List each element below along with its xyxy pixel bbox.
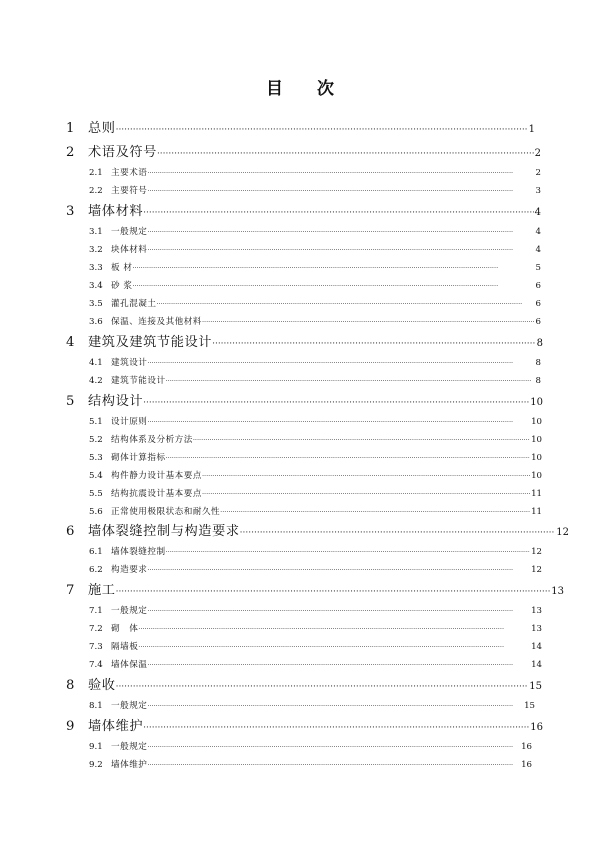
toc-section-7-2[interactable] [89,623,542,635]
page-number: 10 [531,471,542,481]
page-number: 4 [535,245,541,255]
section-title: 隔墙板 [111,642,139,652]
section-title: 砌体计算指标 [111,453,166,463]
chapter-title: 墙体裂缝控制与构造要求 [88,524,240,539]
section-number: 4.2 [89,376,103,386]
toc-section-5-5[interactable] [89,488,542,500]
toc-section-7-4[interactable] [89,659,542,671]
toc-section-5-1[interactable] [89,416,542,428]
chapter-number: 7 [66,583,75,598]
leader-dots [166,452,530,464]
section-title: 构件静力设计基本要点 [111,471,202,481]
leader-dots [193,434,530,446]
section-number: 3.5 [89,299,103,309]
section-number: 5.2 [89,435,103,445]
chapter-title: 建筑及建筑节能设计 [88,335,213,350]
toc-section-2-1[interactable] [89,167,541,179]
title-char-2: 次 [317,79,334,99]
leader-dots [212,335,536,352]
page-number: 4 [535,227,541,237]
toc-section-3-6[interactable] [89,316,541,328]
toc-chapter-3[interactable] [66,203,541,221]
page-number: 13 [531,624,542,634]
leader-dots [132,262,534,274]
section-number: 9.2 [89,760,103,770]
page-number: 16 [521,742,532,752]
section-number: 4.1 [89,358,103,368]
section-title: 正常使用极限状态和耐久性 [111,507,221,517]
section-title: 结构抗震设计基本要点 [111,489,202,499]
section-title: 设计原则 [111,417,148,427]
page-number: 2 [534,148,541,159]
leader-dots [157,145,534,162]
page-number: 2 [535,168,541,178]
leader-dots [202,316,535,328]
toc-section-6-2[interactable] [89,564,542,576]
page-number: 12 [531,565,542,575]
chapter-title: 验收 [88,678,116,693]
toc-section-2-2[interactable] [89,185,541,197]
section-number: 7.2 [89,624,103,634]
page-number: 14 [531,660,542,670]
section-number: 9.1 [89,742,103,752]
leader-dots [116,121,528,138]
section-title: 砌 体 [111,624,139,634]
leader-dots [147,605,530,617]
section-title: 墙体裂缝控制 [111,547,166,557]
section-title: 主要符号 [111,186,148,196]
leader-dots [166,375,535,387]
leader-dots [132,280,534,292]
chapter-title: 施工 [88,583,116,598]
toc-section-6-1[interactable] [89,546,542,558]
section-title: 主要术语 [111,168,148,178]
leader-dots [138,641,530,653]
page-number: 12 [556,527,569,538]
section-title: 墙体维护 [111,760,148,770]
page-number: 11 [531,507,542,517]
section-title: 块体材料 [111,245,148,255]
section-title: 一般规定 [111,227,148,237]
page-number: 4 [534,207,541,218]
page-number: 16 [521,760,532,770]
leader-dots [116,678,529,695]
leader-dots [143,204,533,221]
leader-dots [202,488,530,500]
section-number: 3.6 [89,317,103,327]
section-title: 构造要求 [111,565,148,575]
leader-dots [143,719,529,736]
chapter-number: 4 [66,335,75,350]
leader-dots [156,298,534,310]
chapter-number: 1 [66,121,75,136]
page-number: 6 [535,317,541,327]
chapter-number: 8 [66,678,75,693]
section-number: 5.5 [89,489,103,499]
toc-chapter-6[interactable] [66,523,569,541]
section-title: 建筑节能设计 [111,376,166,386]
page-number: 16 [530,722,543,733]
toc-section-3-3[interactable] [89,262,541,274]
page-number: 8 [535,358,541,368]
section-title: 砂 浆 [111,281,133,291]
toc-section-3-5[interactable] [89,298,541,310]
section-number: 6.1 [89,547,103,557]
leader-dots [143,394,529,411]
section-number: 5.1 [89,417,103,427]
chapter-number: 3 [66,204,75,219]
section-number: 7.4 [89,660,103,670]
page-number: 13 [551,586,564,597]
leader-dots [147,759,520,771]
section-number: 3.3 [89,263,103,273]
leader-dots [147,244,534,256]
toc-chapter-4[interactable] [66,334,543,352]
toc-section-4-1[interactable] [89,357,541,369]
page-number: 15 [529,681,542,692]
section-number: 2.2 [89,186,103,196]
section-title: 一般规定 [111,742,148,752]
toc-chapter-5[interactable] [66,393,543,411]
leader-dots [147,741,520,753]
page-title [0,74,600,99]
page-number: 8 [536,338,543,349]
section-number: 3.1 [89,227,103,237]
toc-section-7-1[interactable] [89,605,542,617]
page-number: 14 [531,642,542,652]
page-number: 6 [535,281,541,291]
toc-section-5-4[interactable] [89,470,542,482]
leader-dots [166,546,530,558]
toc-section-9-2[interactable] [89,759,532,771]
leader-dots [220,506,530,518]
section-title: 一般规定 [111,606,148,616]
page-number: 11 [531,489,542,499]
page-number: 10 [531,435,542,445]
page-number: 12 [531,547,542,557]
toc-section-3-1[interactable] [89,226,541,238]
page-number: 1 [528,124,535,135]
toc-section-9-1[interactable] [89,741,532,753]
toc-chapter-2[interactable] [66,144,541,162]
section-title: 灌孔混凝土 [111,299,157,309]
section-title: 墙体保温 [111,660,148,670]
chapter-title: 总则 [88,121,116,136]
chapter-number: 6 [66,524,75,539]
chapter-title: 墙体材料 [88,204,144,219]
toc-section-8-1[interactable] [89,700,535,712]
leader-dots [147,357,534,369]
toc-section-5-6[interactable] [89,506,542,518]
toc-chapter-9[interactable] [66,718,543,736]
leader-dots [147,564,530,576]
chapter-number: 9 [66,719,75,734]
leader-dots [147,700,523,712]
chapter-title: 术语及符号 [88,145,157,160]
leader-dots [116,583,551,600]
page-number: 10 [531,417,542,427]
section-title: 一般规定 [111,701,148,711]
section-number: 7.3 [89,642,103,652]
toc-section-3-2[interactable] [89,244,541,256]
page-number: 8 [535,376,541,386]
toc-section-4-2[interactable] [89,375,541,387]
page-number: 10 [530,397,543,408]
toc-chapter-7[interactable] [66,582,564,600]
toc-section-3-4[interactable] [89,280,541,292]
leader-dots [240,524,556,541]
page-number: 13 [531,606,542,616]
page-number: 6 [535,299,541,309]
section-number: 2.1 [89,168,103,178]
toc-section-5-2[interactable] [89,434,542,446]
chapter-title: 结构设计 [88,394,144,409]
section-title: 板 材 [111,263,133,273]
section-number: 8.1 [89,701,103,711]
section-number: 5.4 [89,471,103,481]
section-number: 3.4 [89,281,103,291]
title-char-1: 目 [266,79,283,99]
page-number: 10 [531,453,542,463]
page-number: 3 [535,186,541,196]
toc-section-5-3[interactable] [89,452,542,464]
section-number: 5.3 [89,453,103,463]
toc-chapter-1[interactable] [66,120,535,138]
chapter-number: 2 [66,145,75,160]
chapter-number: 5 [66,394,75,409]
leader-dots [147,659,530,671]
leader-dots [138,623,530,635]
section-number: 3.2 [89,245,103,255]
leader-dots [147,226,534,238]
chapter-title: 墙体维护 [88,719,144,734]
leader-dots [202,470,530,482]
leader-dots [147,416,530,428]
toc-section-7-3[interactable] [89,641,542,653]
section-number: 5.6 [89,507,103,517]
leader-dots [147,185,534,197]
leader-dots [147,167,534,179]
section-number: 7.1 [89,606,103,616]
section-title: 结构体系及分析方法 [111,435,193,445]
section-title: 建筑设计 [111,358,148,368]
toc-chapter-8[interactable] [66,677,542,695]
section-title: 保温、连接及其他材料 [111,317,202,327]
page-number: 5 [535,263,541,273]
section-number: 6.2 [89,565,103,575]
page-number: 15 [524,701,535,711]
